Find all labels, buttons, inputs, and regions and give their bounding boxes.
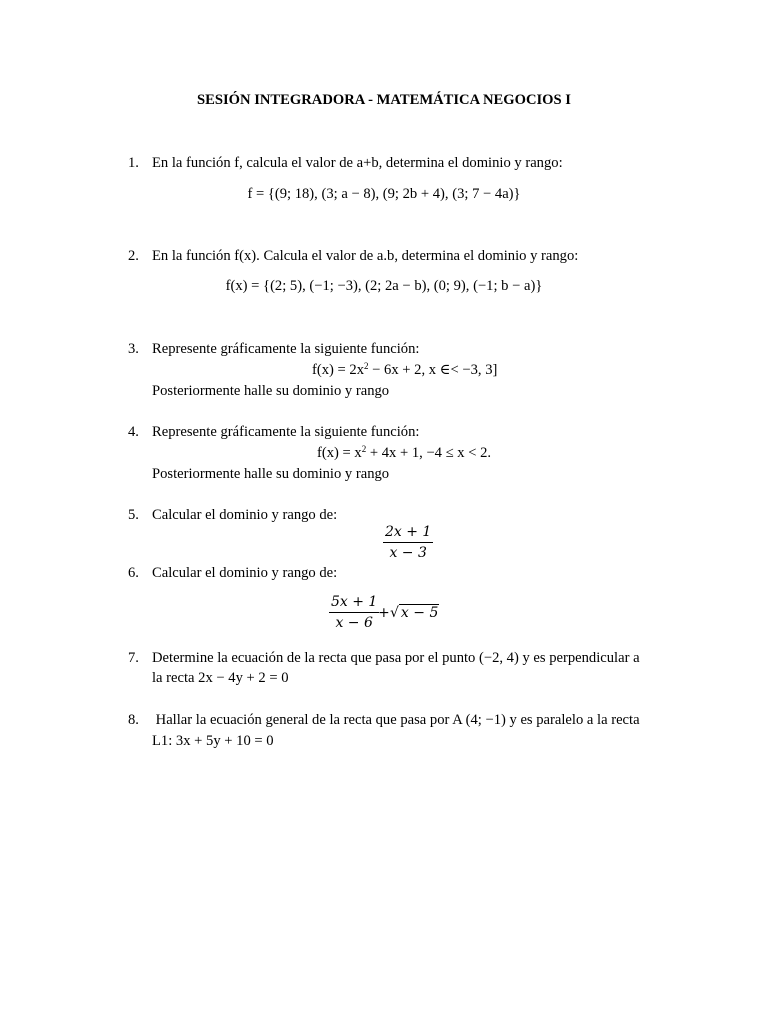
item-5-fraction	[383, 523, 433, 562]
item-6-fraction-bar	[329, 612, 379, 613]
item-4-formula-part-a: f(x) = x	[317, 445, 362, 461]
item-6-fraction	[329, 593, 379, 632]
item-6-plus-sign: +	[378, 605, 390, 621]
item-8-number: 8.	[128, 712, 139, 728]
item-7-text-line-2: la recta 2x − 4y + 2 = 0	[152, 670, 289, 686]
item-4-followup: Posteriormente halle su dominio y rango	[152, 466, 390, 482]
item-4-text: Represente gráficamente la siguiente función:	[152, 424, 420, 440]
item-2-text: En la función f(x). Calcula el valor de a.b, determina el dominio y rango:	[152, 248, 579, 264]
item-7-number: 7.	[128, 650, 139, 666]
item-6-denominator: x − 6	[335, 615, 373, 631]
item-4-formula	[317, 444, 491, 462]
item-5-number: 5.	[128, 507, 139, 523]
item-5-numerator: 2x + 1	[385, 524, 432, 540]
item-6-numerator: 5x + 1	[331, 594, 378, 610]
item-4-number: 4.	[128, 424, 139, 440]
item-3-formula-exponent: 2	[364, 361, 369, 371]
item-8-text-line-2: L1: 3x + 5y + 10 = 0	[152, 733, 274, 749]
item-6-radical-sign: √	[390, 605, 399, 621]
item-1-formula: f = {(9; 18), (3; a − 8), (9; 2b + 4), (3; 7 − 4a)}	[247, 186, 521, 202]
item-5-fraction-bar	[383, 542, 433, 543]
item-1-number: 1.	[128, 155, 139, 171]
item-3-text: Represente gráficamente la siguiente función:	[152, 341, 420, 357]
item-5-text: Calcular el dominio y rango de:	[152, 507, 338, 523]
item-3-formula	[312, 361, 497, 379]
item-4-formula-part-b: + 4x + 1, −4 ≤ x < 2.	[366, 445, 492, 461]
item-3-formula-part-b: − 6x + 2, x ∈< −3, 3]	[368, 362, 498, 378]
item-6-text: Calcular el dominio y rango de:	[152, 565, 338, 581]
item-4-formula-exponent: 2	[361, 444, 367, 454]
item-6-radicand: x − 5	[400, 605, 439, 621]
item-5-denominator: x − 3	[389, 545, 427, 561]
item-6-square-root	[390, 604, 439, 621]
item-3-formula-part-a: f(x) = 2x	[312, 362, 364, 378]
item-8-text-line-1: Hallar la ecuación general de la recta que pasa por A (4; −1) y es paralelo a la recta	[152, 712, 640, 728]
item-6-number: 6.	[128, 565, 139, 581]
item-3-followup: Posteriormente halle su dominio y rango	[152, 383, 390, 399]
item-2-formula: f(x) = {(2; 5), (−1; −3), (2; 2a − b), (0; 9), (−1; b − a)}	[225, 278, 543, 294]
item-1-text: En la función f, calcula el valor de a+b, determina el dominio y rango:	[152, 155, 563, 171]
item-3-number: 3.	[128, 341, 139, 357]
page-title: SESIÓN INTEGRADORA - MATEMÁTICA NEGOCIOS I	[197, 92, 571, 108]
item-7-text-line-1: Determine la ecuación de la recta que pasa por el punto (−2, 4) y es perpendicular a	[152, 650, 640, 666]
item-2-number: 2.	[128, 248, 139, 264]
